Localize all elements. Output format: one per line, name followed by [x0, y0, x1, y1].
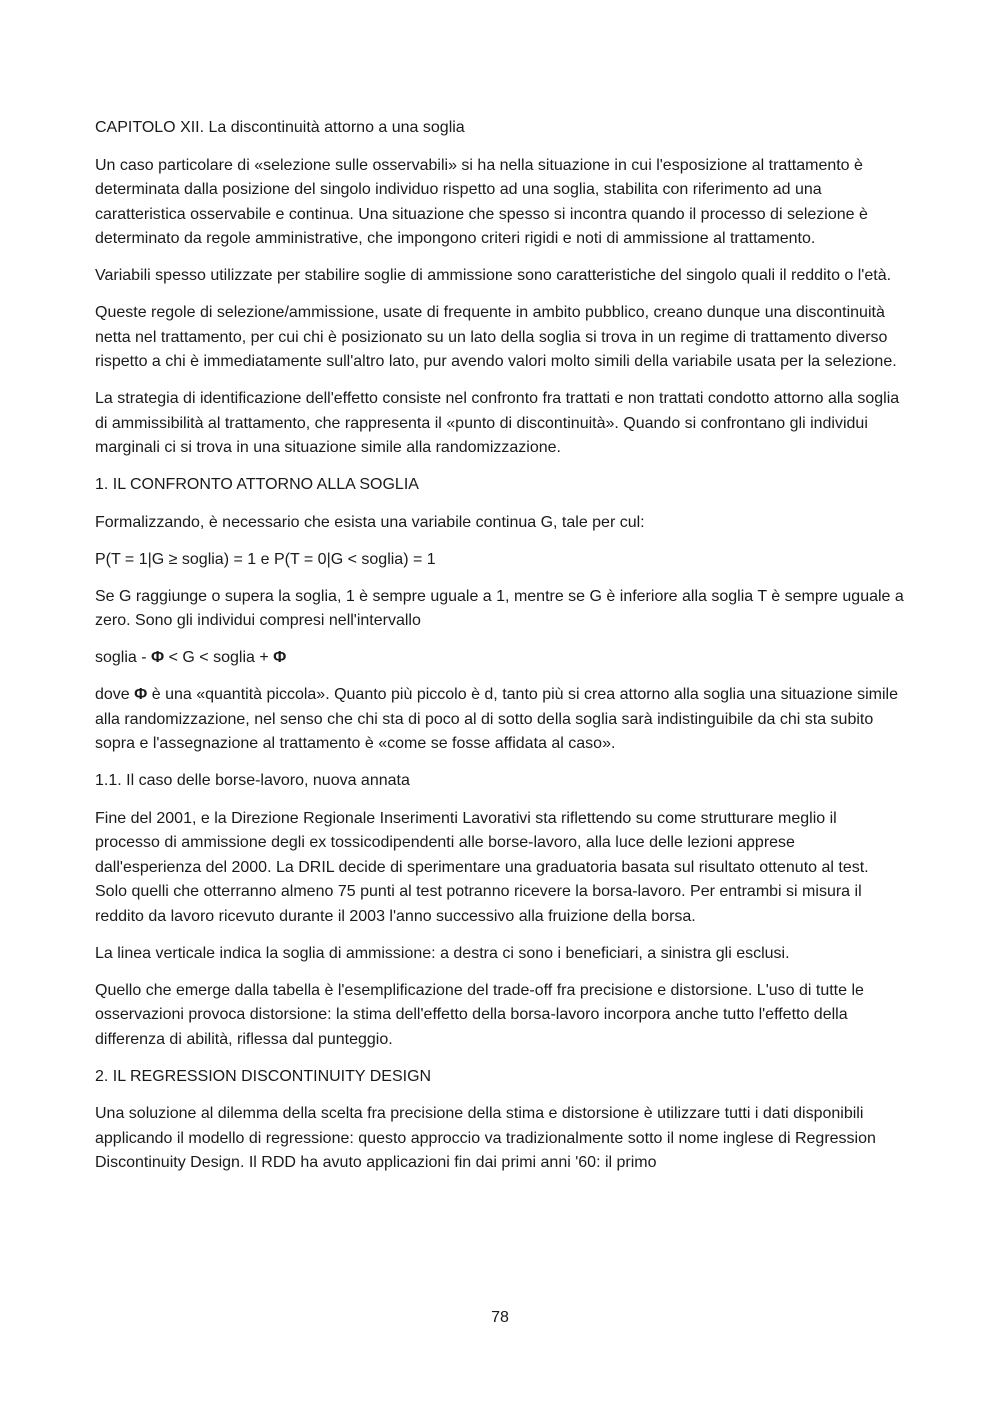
paragraph-11: Una soluzione al dilemma della scelta fra precisione della stima e distorsione è utilizzare tutti i dati disponibili applicando il modello di regressione: questo approccio va tradizionalmente sotto il nome inglese di Regression Discontinuity Design. Il RDD ha avuto applicazioni fin dai primi anni '60: il primo [95, 1105, 876, 1171]
paragraph-7-part-a: dove [95, 686, 135, 703]
paragraph-9: La linea verticale indica la soglia di ammissione: a destra ci sono i beneficiari, a sinistra gli esclusi. [95, 944, 790, 962]
paragraph-4: La strategia di identificazione dell'effetto consiste nel confronto fra trattati e non trattati condotto attorno alla soglia di ammissibilità al trattamento, che rappresenta il «punto di discontinuità». Quando si confrontano gli individui marginali ci si trova in una situazione simile alla randomizzazione. [95, 390, 900, 456]
paragraph-7 [95, 683, 905, 757]
formula-2-part-a: soglia - [95, 649, 152, 666]
document-page [95, 116, 905, 1188]
phi-symbol: Φ [151, 649, 165, 666]
paragraph-7-part-b: è una «quantità piccola». Quanto più piccolo è d, tanto più si crea attorno alla soglia una situazione simile alla randomizzazione, nel senso che chi sta di poco al di sotto della soglia sarà indistinguibile da chi sta subito sopra e l'assegnazione al trattamento è «come se fosse affidata al caso». [95, 686, 898, 752]
page-number: 78 [491, 1309, 509, 1326]
paragraph-2: Variabili spesso utilizzate per stabilire soglie di ammissione sono caratteristiche del singolo quali il reddito o l'età. [95, 267, 892, 284]
formula-1: P(T = 1|G ≥ soglia) = 1 e P(T = 0|G < soglia) = 1 [95, 550, 436, 568]
paragraph-1: Un caso particolare di «selezione sulle osservabili» si ha nella situazione in cui l'esposizione al trattamento è determinata dalla posizione del singolo individuo rispetto ad una soglia, stabilita con riferimento ad una caratteristica osservabile e continua. Una situazione che spesso si incontra quando il processo di selezione è determinato da regole amministrative, che impongono criteri rigidi e noti di ammissione al trattamento. [95, 156, 868, 247]
paragraph-6: Se G raggiunge o supera la soglia, 1 è sempre uguale a 1, mentre se G è inferiore alla soglia T è sempre uguale a zero. Sono gli individui compresi nell'intervallo [95, 587, 904, 629]
paragraph-3: Queste regole di selezione/ammissione, usate di frequente in ambito pubblico, creano dunque una discontinuità netta nel trattamento, per cui chi è posizionato su un lato della soglia si trova in un regime di trattamento diverso rispetto a chi è immediatamente sull'altro lato, pur avendo valori molto simili della variabile usata per la selezione. [95, 304, 897, 370]
phi-symbol: Φ [134, 686, 148, 703]
paragraph-8: Fine del 2001, e la Direzione Regionale Inserimenti Lavorativi sta riflettendo su come strutturare meglio il processo di ammissione degli ex tossicodipendenti alle borse-lavoro, alla luce delle lezioni apprese dall'esperienza del 2000. La DRIL decide di sperimentare una graduatoria basata sul risultato ottenuto al test. Solo quelli che otterranno almeno 75 punti al test potranno ricevere la borsa-lavoro. Per entrambi si misura il reddito da lavoro ricevuto durante il 2003 l'anno successivo alla fruizione della borsa. [95, 809, 869, 925]
paragraph-10: Quello che emerge dalla tabella è l'esemplificazione del trade-off fra precisione e distorsione. L'uso di tutte le osservazioni provoca distorsione: la stima dell'effetto della borsa-lavoro incorpora anche tutto l'effetto della differenza di abilità, riflessa dal punteggio. [95, 981, 864, 1048]
section-heading-2: 2. IL REGRESSION DISCONTINUITY DESIGN [95, 1067, 432, 1085]
subsection-heading-1: 1.1. Il caso delle borse-lavoro, nuova annata [95, 772, 410, 789]
formula-2-part-b: < G < soglia + [164, 649, 274, 666]
paragraph-5: Formalizzando, è necessario che esista una variabile continua G, tale per cul: [95, 513, 645, 531]
phi-symbol: Φ [273, 649, 287, 666]
formula-2 [95, 646, 905, 671]
section-heading-1: 1. IL CONFRONTO ATTORNO ALLA SOGLIA [95, 476, 419, 493]
chapter-title: CAPITOLO XII. La discontinuità attorno a una soglia [95, 119, 465, 136]
